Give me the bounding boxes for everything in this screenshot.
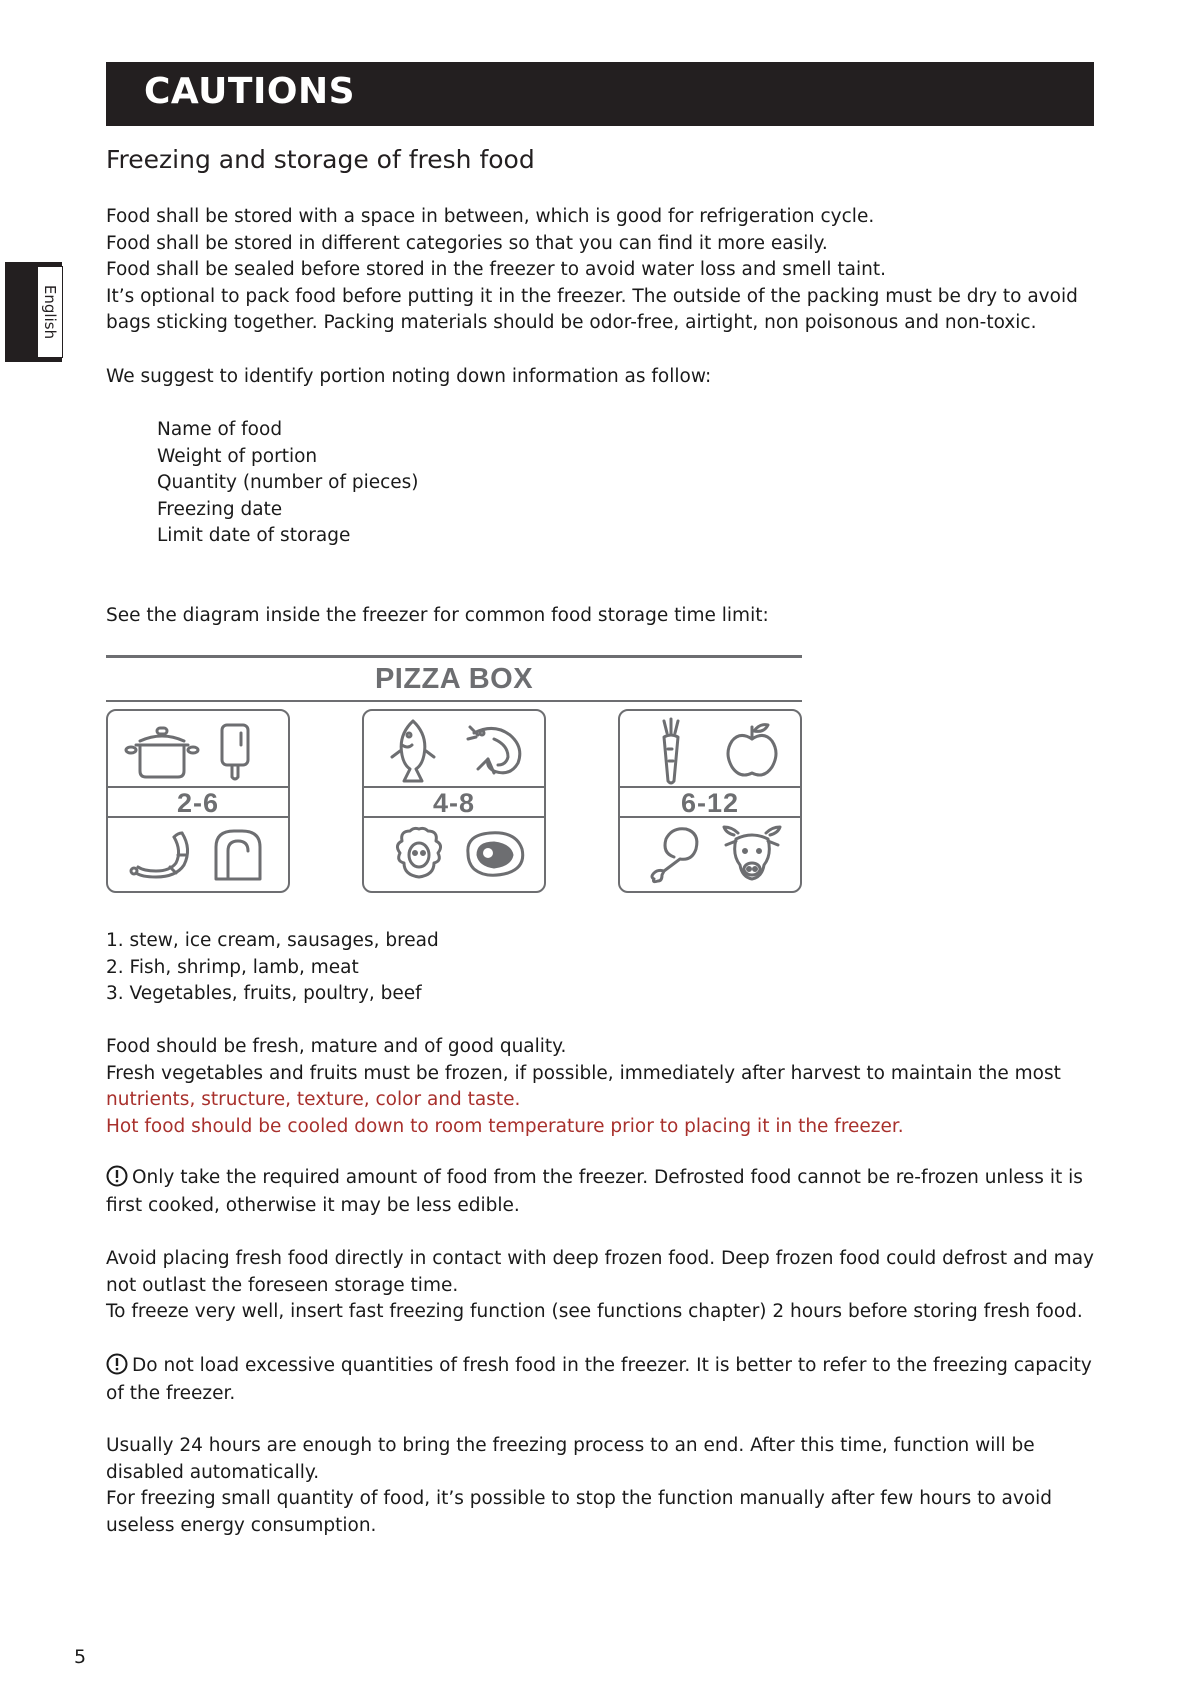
months-band-2 (364, 786, 544, 818)
pot-icon (122, 719, 202, 781)
beef-icon (720, 823, 784, 885)
highlight-line: nutrients, structure, texture, color and taste. (106, 1089, 521, 1110)
legend-line: 3. Vegetables, fruits, poultry, beef (106, 983, 422, 1004)
pizza-box-title: PIZZA BOX (374, 663, 534, 695)
warning-icon (106, 1165, 128, 1187)
lamb-icon (390, 825, 448, 883)
apple-icon (720, 719, 784, 783)
shrimp-icon (464, 719, 528, 783)
meat-icon (460, 827, 528, 881)
quality-line: Fresh vegetables and fruits must be frozen, if possible, immediately after harvest to maintain the most (106, 1062, 1061, 1084)
poultry-icon (640, 823, 704, 885)
legend-line: 1. stew, ice cream, sausages, bread (106, 930, 439, 951)
portion-info-item: Quantity (number of pieces) (157, 472, 419, 493)
portion-info-list (157, 417, 757, 550)
storage-box-3 (618, 709, 802, 893)
quality-line: Food should be fresh, mature and of good quality. (106, 1036, 567, 1057)
warning-icon (106, 1353, 128, 1375)
avoid-paragraph (106, 1246, 1096, 1326)
avoid-line: To freeze very well, insert fast freezing function (see functions chapter) 2 hours before storing fresh food. (106, 1301, 1083, 1322)
portion-info-item: Limit date of storage (157, 525, 351, 546)
months-label: 4-8 (432, 788, 476, 818)
closing-line: For freezing small quantity of food, it’s possible to stop the function manually after few hours to avoid useless energy consumption. (106, 1488, 1053, 1536)
avoid-line: Avoid placing fresh food directly in contact with deep frozen food. Deep frozen food could defrost and may not outlast the foreseen storage time. (106, 1248, 1094, 1296)
fish-icon (388, 717, 438, 785)
diagram-title-rule (106, 700, 802, 702)
language-tab (5, 262, 62, 362)
intro-line: Food shall be sealed before stored in the freezer to avoid water loss and smell taint. (106, 259, 886, 280)
carrot-icon (650, 717, 692, 787)
suggest-line: We suggest to identify portion noting down information as follow: (106, 366, 712, 387)
language-tab-label: English (41, 284, 59, 340)
legend-line: 2. Fish, shrimp, lamb, meat (106, 956, 359, 978)
diagram-legend (106, 928, 1096, 1008)
page-number: 5 (74, 1646, 87, 1668)
page-title: CAUTIONS (144, 71, 356, 112)
diagram-intro: See the diagram inside the freezer for common food storage time limit: (106, 605, 769, 626)
highlight-line: Hot food should be cooled down to room temperature prior to placing it in the freezer. (106, 1115, 904, 1137)
months-label: 6-12 (680, 788, 740, 818)
diagram-top-rule (106, 655, 802, 658)
warning-text: Only take the required amount of food from the freezer. Defrosted food cannot be re-frozen unless it is first cooked, otherwise it may be less edible. (106, 1167, 1083, 1216)
sausage-icon (126, 825, 196, 885)
intro-paragraph (106, 204, 1096, 337)
language-tab-label-box (37, 266, 63, 358)
section-title: Freezing and storage of fresh food (106, 145, 535, 174)
portion-info-item: Freezing date (157, 498, 283, 520)
pizza-box-diagram (106, 655, 802, 895)
cautions-banner (106, 62, 1094, 126)
ice-cream-icon (216, 719, 256, 783)
quality-paragraph (106, 1034, 1096, 1140)
months-band-3 (620, 786, 800, 818)
closing-line: Usually 24 hours are enough to bring the freezing process to an end. After this time, function will be disabled automatically. (106, 1435, 1035, 1483)
months-label: 2-6 (176, 788, 220, 818)
portion-info-item: Name of food (157, 419, 283, 440)
intro-line: Food shall be stored in different categories so that you can find it more easily. (106, 232, 828, 254)
warning-paragraph-2 (106, 1352, 1096, 1407)
warning-text: Do not load excessive quantities of fresh food in the freezer. It is better to refer to the freezing capacity of the freezer. (106, 1355, 1092, 1404)
closing-paragraph (106, 1433, 1096, 1539)
storage-box-2 (362, 709, 546, 893)
intro-line: Food shall be stored with a space in between, which is good for refrigeration cycle. (106, 206, 875, 227)
bread-icon (208, 823, 268, 885)
months-band-1 (108, 786, 288, 818)
intro-line: It’s optional to pack food before putting it in the freezer. The outside of the packing must be dry to avoid bags sticking together. Packing materials should be odor-free, airtight, non poisonous and non-toxic. (106, 285, 1078, 333)
portion-info-item: Weight of portion (157, 445, 318, 467)
warning-paragraph-1 (106, 1164, 1096, 1219)
storage-box-1 (106, 709, 290, 893)
